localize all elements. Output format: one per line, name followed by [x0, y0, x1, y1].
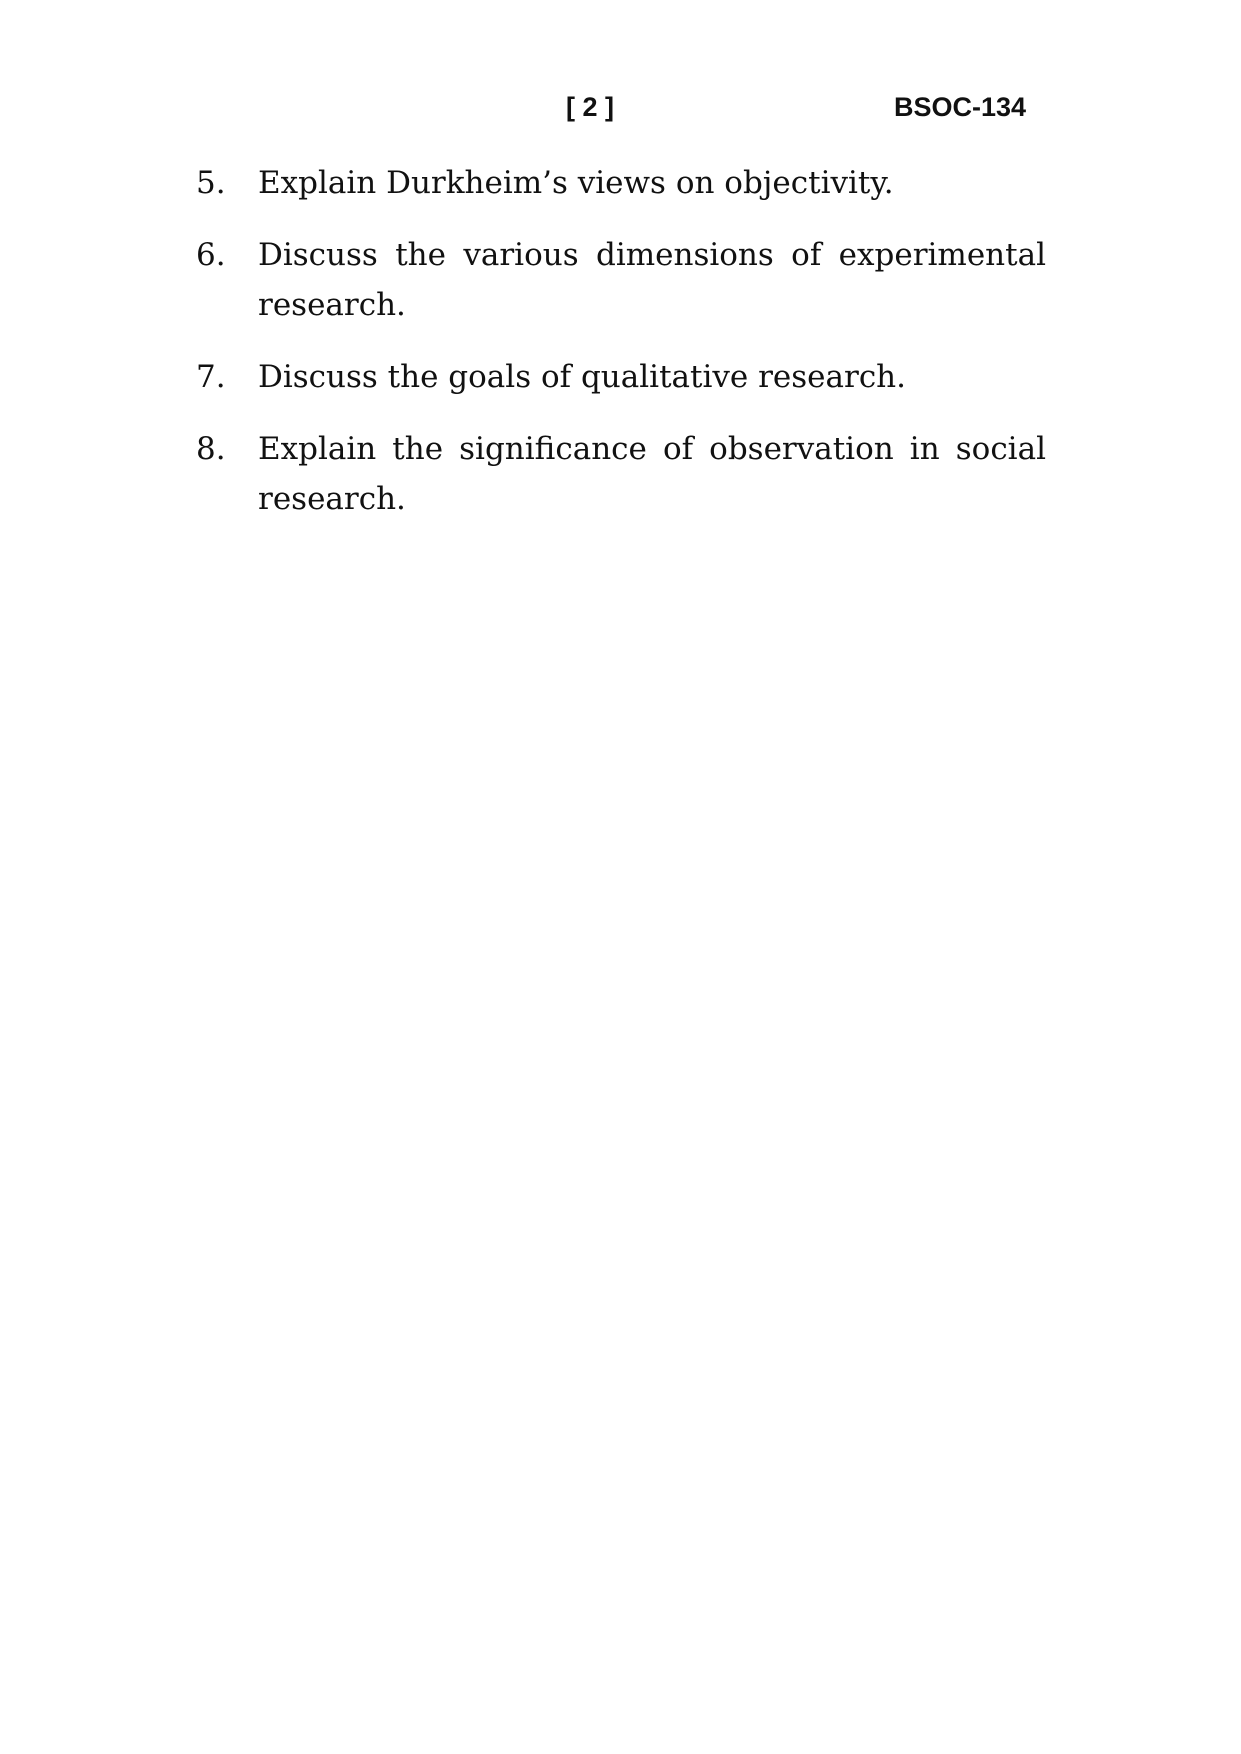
question-item: [196, 230, 1046, 330]
question-item: [196, 424, 1046, 524]
question-item: [196, 158, 1046, 208]
question-text: Discuss the various dimensions of experimental research.: [258, 237, 1046, 323]
course-code: BSOC-134: [894, 92, 1027, 122]
question-text: Discuss the goals of qualitative research.: [258, 359, 907, 395]
question-item: [196, 352, 1046, 402]
question-text: Explain the significance of observation in social research.: [258, 431, 1046, 517]
question-number: 8.: [196, 431, 226, 467]
question-list: [196, 158, 1046, 546]
page-number: [ 2 ]: [566, 92, 615, 122]
question-text: Explain Durkheim’s views on objectivity.: [258, 165, 894, 201]
question-number: 7.: [196, 359, 226, 395]
question-number: 6.: [196, 237, 226, 273]
question-number: 5.: [196, 165, 226, 201]
